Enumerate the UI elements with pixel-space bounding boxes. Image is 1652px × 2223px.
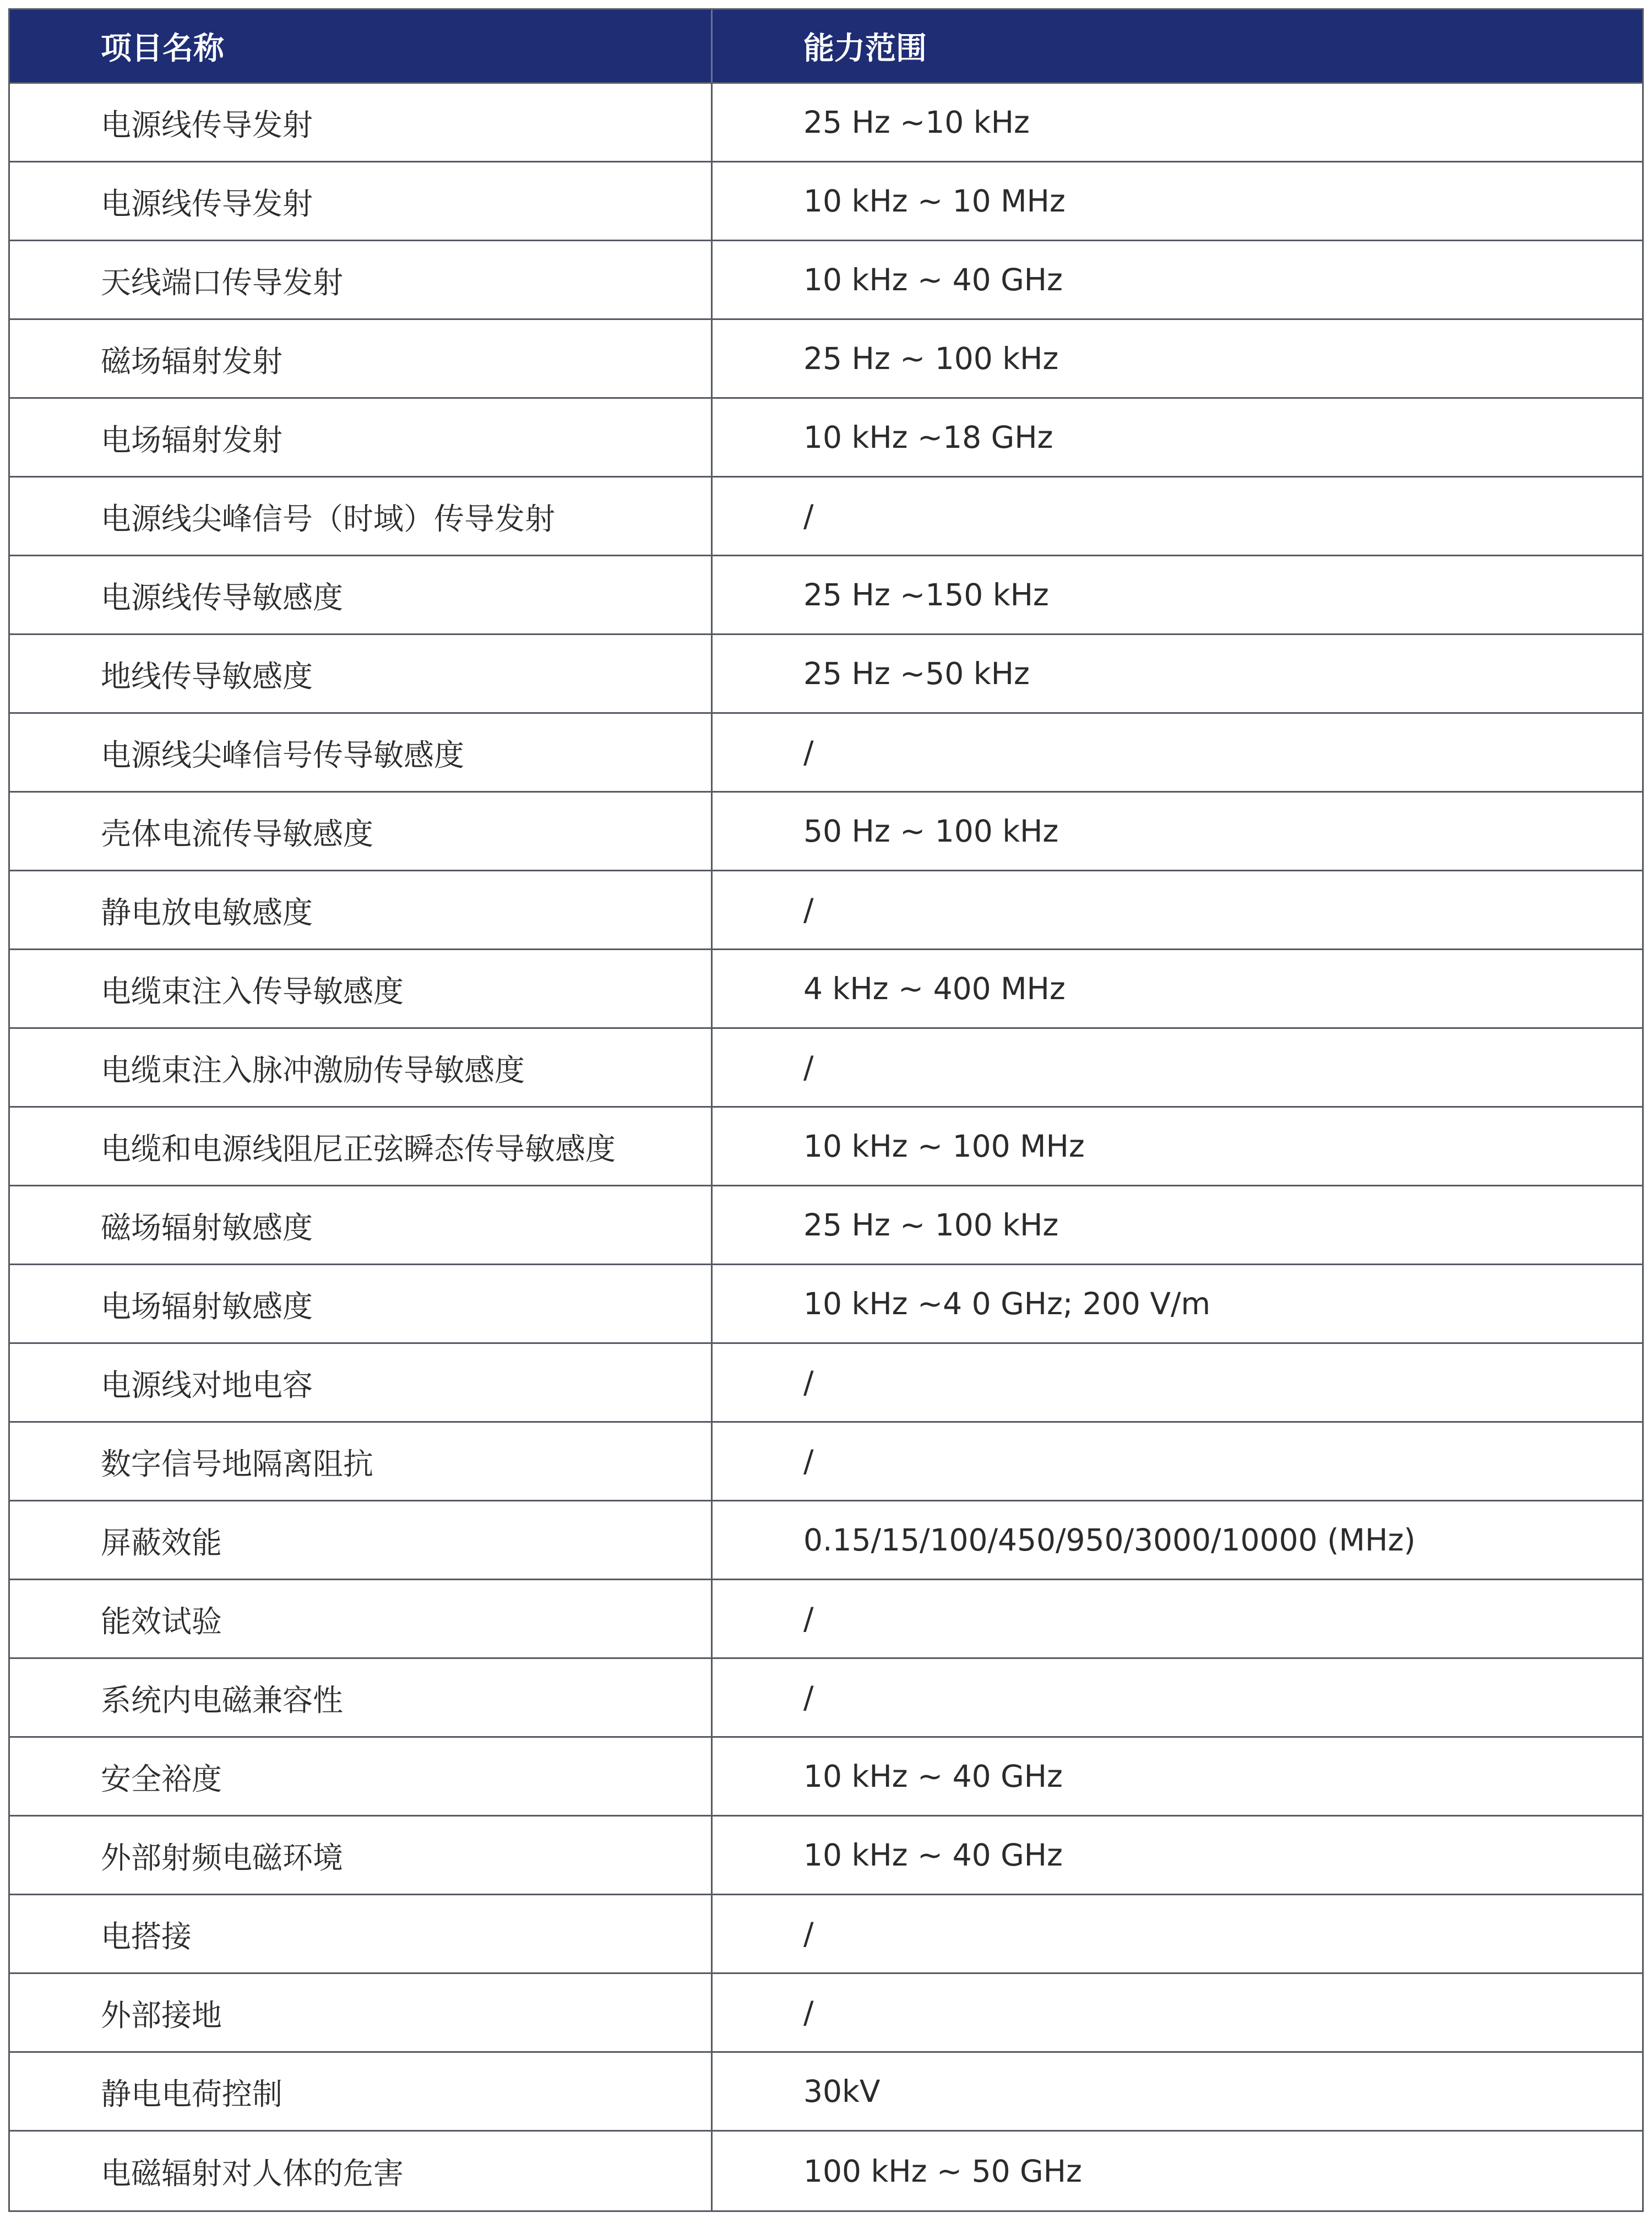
table-row: [10, 871, 1642, 950]
table-row: [10, 1659, 1642, 1738]
item-name-cell: 电缆束注入传导敏感度: [10, 950, 713, 1027]
item-name-cell: 电磁辐射对人体的危害: [10, 2132, 713, 2210]
capability-range-cell: 10 kHz ~ 40 GHz: [803, 1837, 1063, 1873]
table-row: [10, 1580, 1642, 1659]
capability-range-cell: 10 kHz ~ 40 GHz: [803, 262, 1063, 297]
item-name-cell: 电源线尖峰信号（时域）传导发射: [10, 478, 713, 555]
capability-range-cell: /: [803, 1601, 814, 1636]
capability-range-cell: 25 Hz ~150 kHz: [803, 577, 1049, 612]
table-row: [10, 84, 1642, 162]
item-name-cell: 外部射频电磁环境: [10, 1817, 713, 1894]
table-header: [10, 10, 1642, 84]
table-row: [10, 399, 1642, 478]
item-name-cell: 电缆束注入脉冲激励传导敏感度: [10, 1029, 713, 1106]
header-item-name: 项目名称: [10, 10, 713, 82]
capability-range-cell: 10 kHz ~ 10 MHz: [803, 183, 1066, 219]
capability-range-cell: /: [803, 1995, 814, 2030]
table-row: [10, 162, 1642, 241]
table-row: [10, 1895, 1642, 1974]
capability-range-cell: 10 kHz ~4 0 GHz; 200 V/m: [803, 1286, 1211, 1321]
item-name-cell: 静电放电敏感度: [10, 871, 713, 948]
item-name-cell: 静电电荷控制: [10, 2053, 713, 2130]
item-name-cell: 系统内电磁兼容性: [10, 1659, 713, 1736]
table-row: [10, 1501, 1642, 1580]
item-name-cell: 数字信号地隔离阻抗: [10, 1423, 713, 1500]
table-row: [10, 2053, 1642, 2132]
item-name-cell: 壳体电流传导敏感度: [10, 793, 713, 870]
item-name-cell: 电源线传导发射: [10, 162, 713, 240]
capability-range-cell: 100 kHz ~ 50 GHz: [803, 2153, 1082, 2189]
item-name-cell: 天线端口传导发射: [10, 241, 713, 318]
table-row: [10, 1029, 1642, 1108]
capability-range-cell: /: [803, 1444, 814, 1479]
capability-range-cell: 4 kHz ~ 400 MHz: [803, 971, 1066, 1006]
item-name-cell: 电源线传导发射: [10, 84, 713, 161]
table-row: [10, 1344, 1642, 1423]
table-row: [10, 1817, 1642, 1895]
capability-range-cell: /: [803, 1365, 814, 1400]
capability-range-cell: 10 kHz ~18 GHz: [803, 420, 1053, 455]
capability-range-cell: 10 kHz ~ 100 MHz: [803, 1129, 1085, 1164]
table-row: [10, 320, 1642, 399]
table-row: [10, 793, 1642, 871]
table-row: [10, 1186, 1642, 1265]
capability-range-cell: 50 Hz ~ 100 kHz: [803, 814, 1059, 849]
table-body: [10, 84, 1642, 2210]
table-row: [10, 950, 1642, 1029]
capability-range-cell: 0.15/15/100/450/950/3000/10000 (MHz): [803, 1522, 1416, 1558]
table-row: [10, 556, 1642, 635]
item-name-cell: 电场辐射发射: [10, 399, 713, 476]
table-row: [10, 2132, 1642, 2210]
item-name-cell: 能效试验: [10, 1580, 713, 1657]
table-row: [10, 1423, 1642, 1501]
table-row: [10, 1738, 1642, 1817]
table-row: [10, 1974, 1642, 2053]
capability-range-cell: /: [803, 892, 814, 928]
header-capability-range: 能力范围: [803, 30, 927, 67]
item-name-cell: 电缆和电源线阻尼正弦瞬态传导敏感度: [10, 1108, 713, 1185]
item-name-cell: 电源线传导敏感度: [10, 556, 713, 633]
item-name-cell: 地线传导敏感度: [10, 635, 713, 712]
capability-table: [8, 8, 1644, 2212]
capability-range-cell: 25 Hz ~50 kHz: [803, 656, 1030, 691]
item-name-cell: 电源线对地电容: [10, 1344, 713, 1421]
table-row: [10, 478, 1642, 556]
table-row: [10, 241, 1642, 320]
item-name-cell: 电源线尖峰信号传导敏感度: [10, 714, 713, 791]
item-name-cell: 外部接地: [10, 1974, 713, 2051]
table-row: [10, 1108, 1642, 1186]
capability-range-cell: /: [803, 498, 814, 534]
capability-range-cell: 10 kHz ~ 40 GHz: [803, 1759, 1063, 1794]
capability-range-cell: 25 Hz ~10 kHz: [803, 105, 1030, 140]
item-name-cell: 屏蔽效能: [10, 1501, 713, 1579]
capability-range-cell: /: [803, 1916, 814, 1951]
table-row: [10, 1265, 1642, 1344]
capability-range-cell: /: [803, 1680, 814, 1715]
capability-range-cell: 25 Hz ~ 100 kHz: [803, 341, 1059, 376]
item-name-cell: 安全裕度: [10, 1738, 713, 1815]
capability-range-cell: 25 Hz ~ 100 kHz: [803, 1207, 1059, 1243]
item-name-cell: 电场辐射敏感度: [10, 1265, 713, 1342]
item-name-cell: 电搭接: [10, 1895, 713, 1972]
capability-range-cell: 30kV: [803, 2074, 881, 2109]
table-row: [10, 714, 1642, 793]
table-row: [10, 635, 1642, 714]
item-name-cell: 磁场辐射发射: [10, 320, 713, 397]
item-name-cell: 磁场辐射敏感度: [10, 1186, 713, 1264]
capability-range-cell: /: [803, 1050, 814, 1085]
capability-range-cell: /: [803, 735, 814, 770]
